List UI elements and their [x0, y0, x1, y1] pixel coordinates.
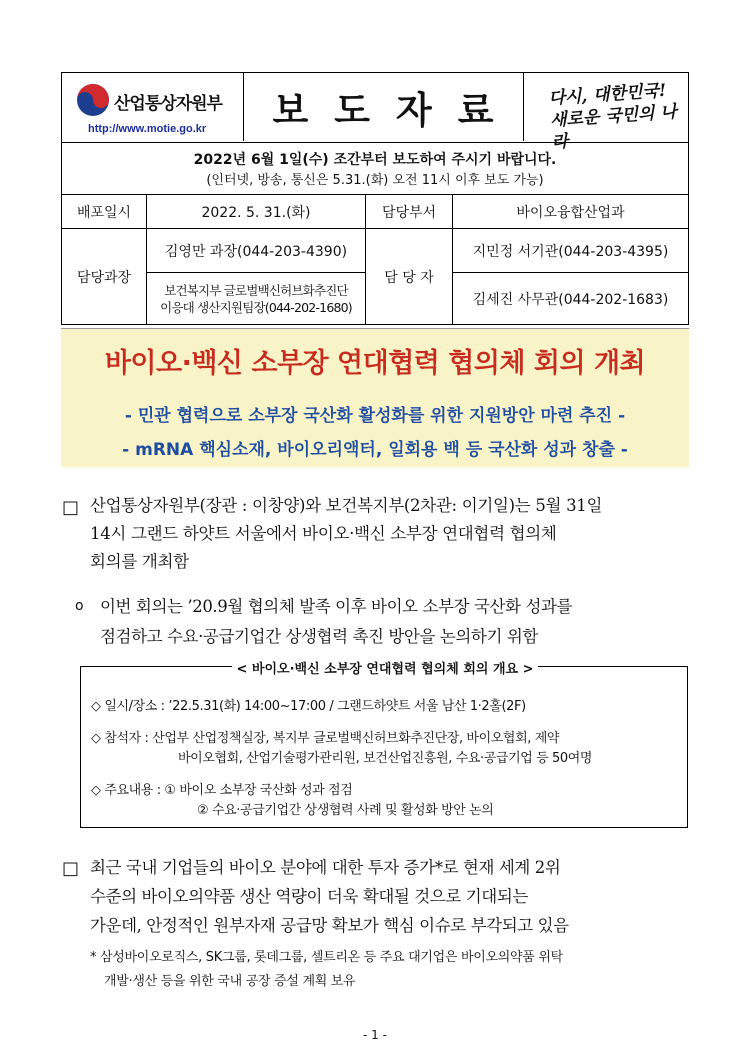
headline-subtitle-2: - mRNA 핵심소재, 바이오리액터, 일회용 백 등 국산화 성과 창출 -	[122, 440, 628, 460]
meeting-overview-box	[80, 662, 688, 828]
overview-attendees-cont: 바이오협회, 산업기술평가관리원, 보건산업진흥원, 수요·공급기업 등 50여명	[178, 751, 593, 766]
footnote-line-2: 개발·생산 등을 위한 국내 공장 증설 계획 보유	[104, 974, 356, 989]
manager-2-line-2: 이응대 생산지원팀장(044-202-1680)	[160, 299, 352, 315]
manager-label: 담당과장	[62, 229, 147, 325]
release-line-1: 2022년 6월 1일(수) 조간부터 보도하여 주시기 바랍니다.	[193, 152, 557, 168]
overview-agenda-1: ◇ 주요내용 : ① 바이오 소부장 국산화 성과 점검	[91, 783, 353, 798]
checkbox-bullet-icon: □	[62, 497, 80, 518]
p1-line-1: 산업통상자원부(장관 : 이창양)와 보건복지부(2차관: 이기일)는 5월 31일	[90, 496, 603, 515]
p2-line-2: 점검하고 수요·공급기업간 상생협력 촉진 방안을 논의하기 위함	[100, 627, 538, 646]
paragraph-2	[100, 592, 692, 652]
footnote	[90, 946, 690, 994]
slogan-cell	[524, 73, 689, 153]
manager-1: 김영만 과장(044-203-4390)	[147, 229, 366, 273]
headline-band	[61, 328, 689, 467]
headline-title: 바이오·백신 소부장 연대협력 협의체 회의 개최	[104, 348, 646, 379]
overview-datetime: ◇ 일시/장소 : ’22.5.31(화) 14:00~17:00 / 그랜드하얏트 서울 남산 1·2홀(2F)	[91, 699, 526, 714]
slogan-line-1: 다시, 대한민국!	[547, 80, 667, 109]
staff-2: 김세진 사무관(044-202-1683)	[453, 273, 689, 325]
manager-2	[147, 273, 366, 325]
p1-line-2: 14시 그랜드 하얏트 서울에서 바이오·백신 소부장 연대협력 협의체	[90, 524, 557, 543]
overview-agenda-2: ② 수요·공급기업간 상생협력 사례 및 활성화 방안 논의	[197, 803, 494, 818]
distribute-label: 배포일시	[62, 195, 147, 229]
p2-line-1: 이번 회의는 ’20.9월 협의체 발족 이후 바이오 소부장 국산화 성과를	[100, 597, 573, 616]
paragraph-3	[90, 853, 690, 940]
taegeuk-logo-icon	[76, 83, 110, 117]
p3-line-2: 수준의 바이오의약품 생산 역량이 더욱 확대될 것으로 기대되는	[90, 887, 528, 906]
distribute-value: 2022. 5. 31.(화)	[147, 195, 366, 229]
release-notice	[62, 143, 689, 195]
page-number: - 1 -	[363, 1028, 387, 1042]
checkbox-bullet-icon: □	[62, 858, 80, 879]
p3-line-3: 가운데, 안정적인 원부자재 공급망 확보가 핵심 이슈로 부각되고 있음	[90, 916, 569, 935]
dept-value: 바이오융합산업과	[453, 195, 689, 229]
manager-2-line-1: 보건복지부 글로벌백신허브화추진단	[164, 282, 348, 298]
overview-box-title: < 바이오·백신 소부장 연대협력 협의체 회의 개요 >	[81, 658, 689, 677]
release-info-table	[61, 142, 689, 325]
staff-label: 담 당 자	[366, 229, 453, 325]
paragraph-1	[90, 492, 690, 576]
doc-type-title: 보도자료	[243, 73, 524, 141]
headline-subtitle-1: - 민관 협력으로 소부장 국산화 활성화를 위한 지원방안 마련 추진 -	[124, 406, 626, 426]
ministry-logo-cell	[62, 73, 244, 141]
press-header	[61, 72, 689, 153]
overview-box-content	[91, 697, 685, 821]
p3-line-1: 최근 국내 기업들의 바이오 분야에 대한 투자 증가*로 현재 세계 2위	[90, 858, 561, 877]
ministry-url-link[interactable]: http://www.motie.go.kr	[88, 123, 207, 135]
overview-attendees: ◇ 참석자 : 산업부 산업정책실장, 복지부 글로벌백신허브화추진단장, 바이오협회, 제약	[91, 731, 560, 746]
ministry-name: 산업통상자원부	[114, 94, 222, 114]
slogan-line-2: 새로운 국민의 나라	[549, 102, 678, 153]
dept-label: 담당부서	[366, 195, 453, 229]
circle-bullet-icon: o	[75, 598, 84, 614]
release-line-2: (인터넷, 방송, 통신은 5.31.(화) 오전 11시 이후 보도 가능)	[206, 173, 544, 188]
footnote-line-1: * 삼성바이오로직스, SK그룹, 롯데그룹, 셀트리온 등 주요 대기업은 바이오의약품 위탁	[90, 950, 563, 965]
staff-1: 지민정 서기관(044-203-4395)	[453, 229, 689, 273]
p1-line-3: 회의를 개최함	[90, 552, 189, 571]
